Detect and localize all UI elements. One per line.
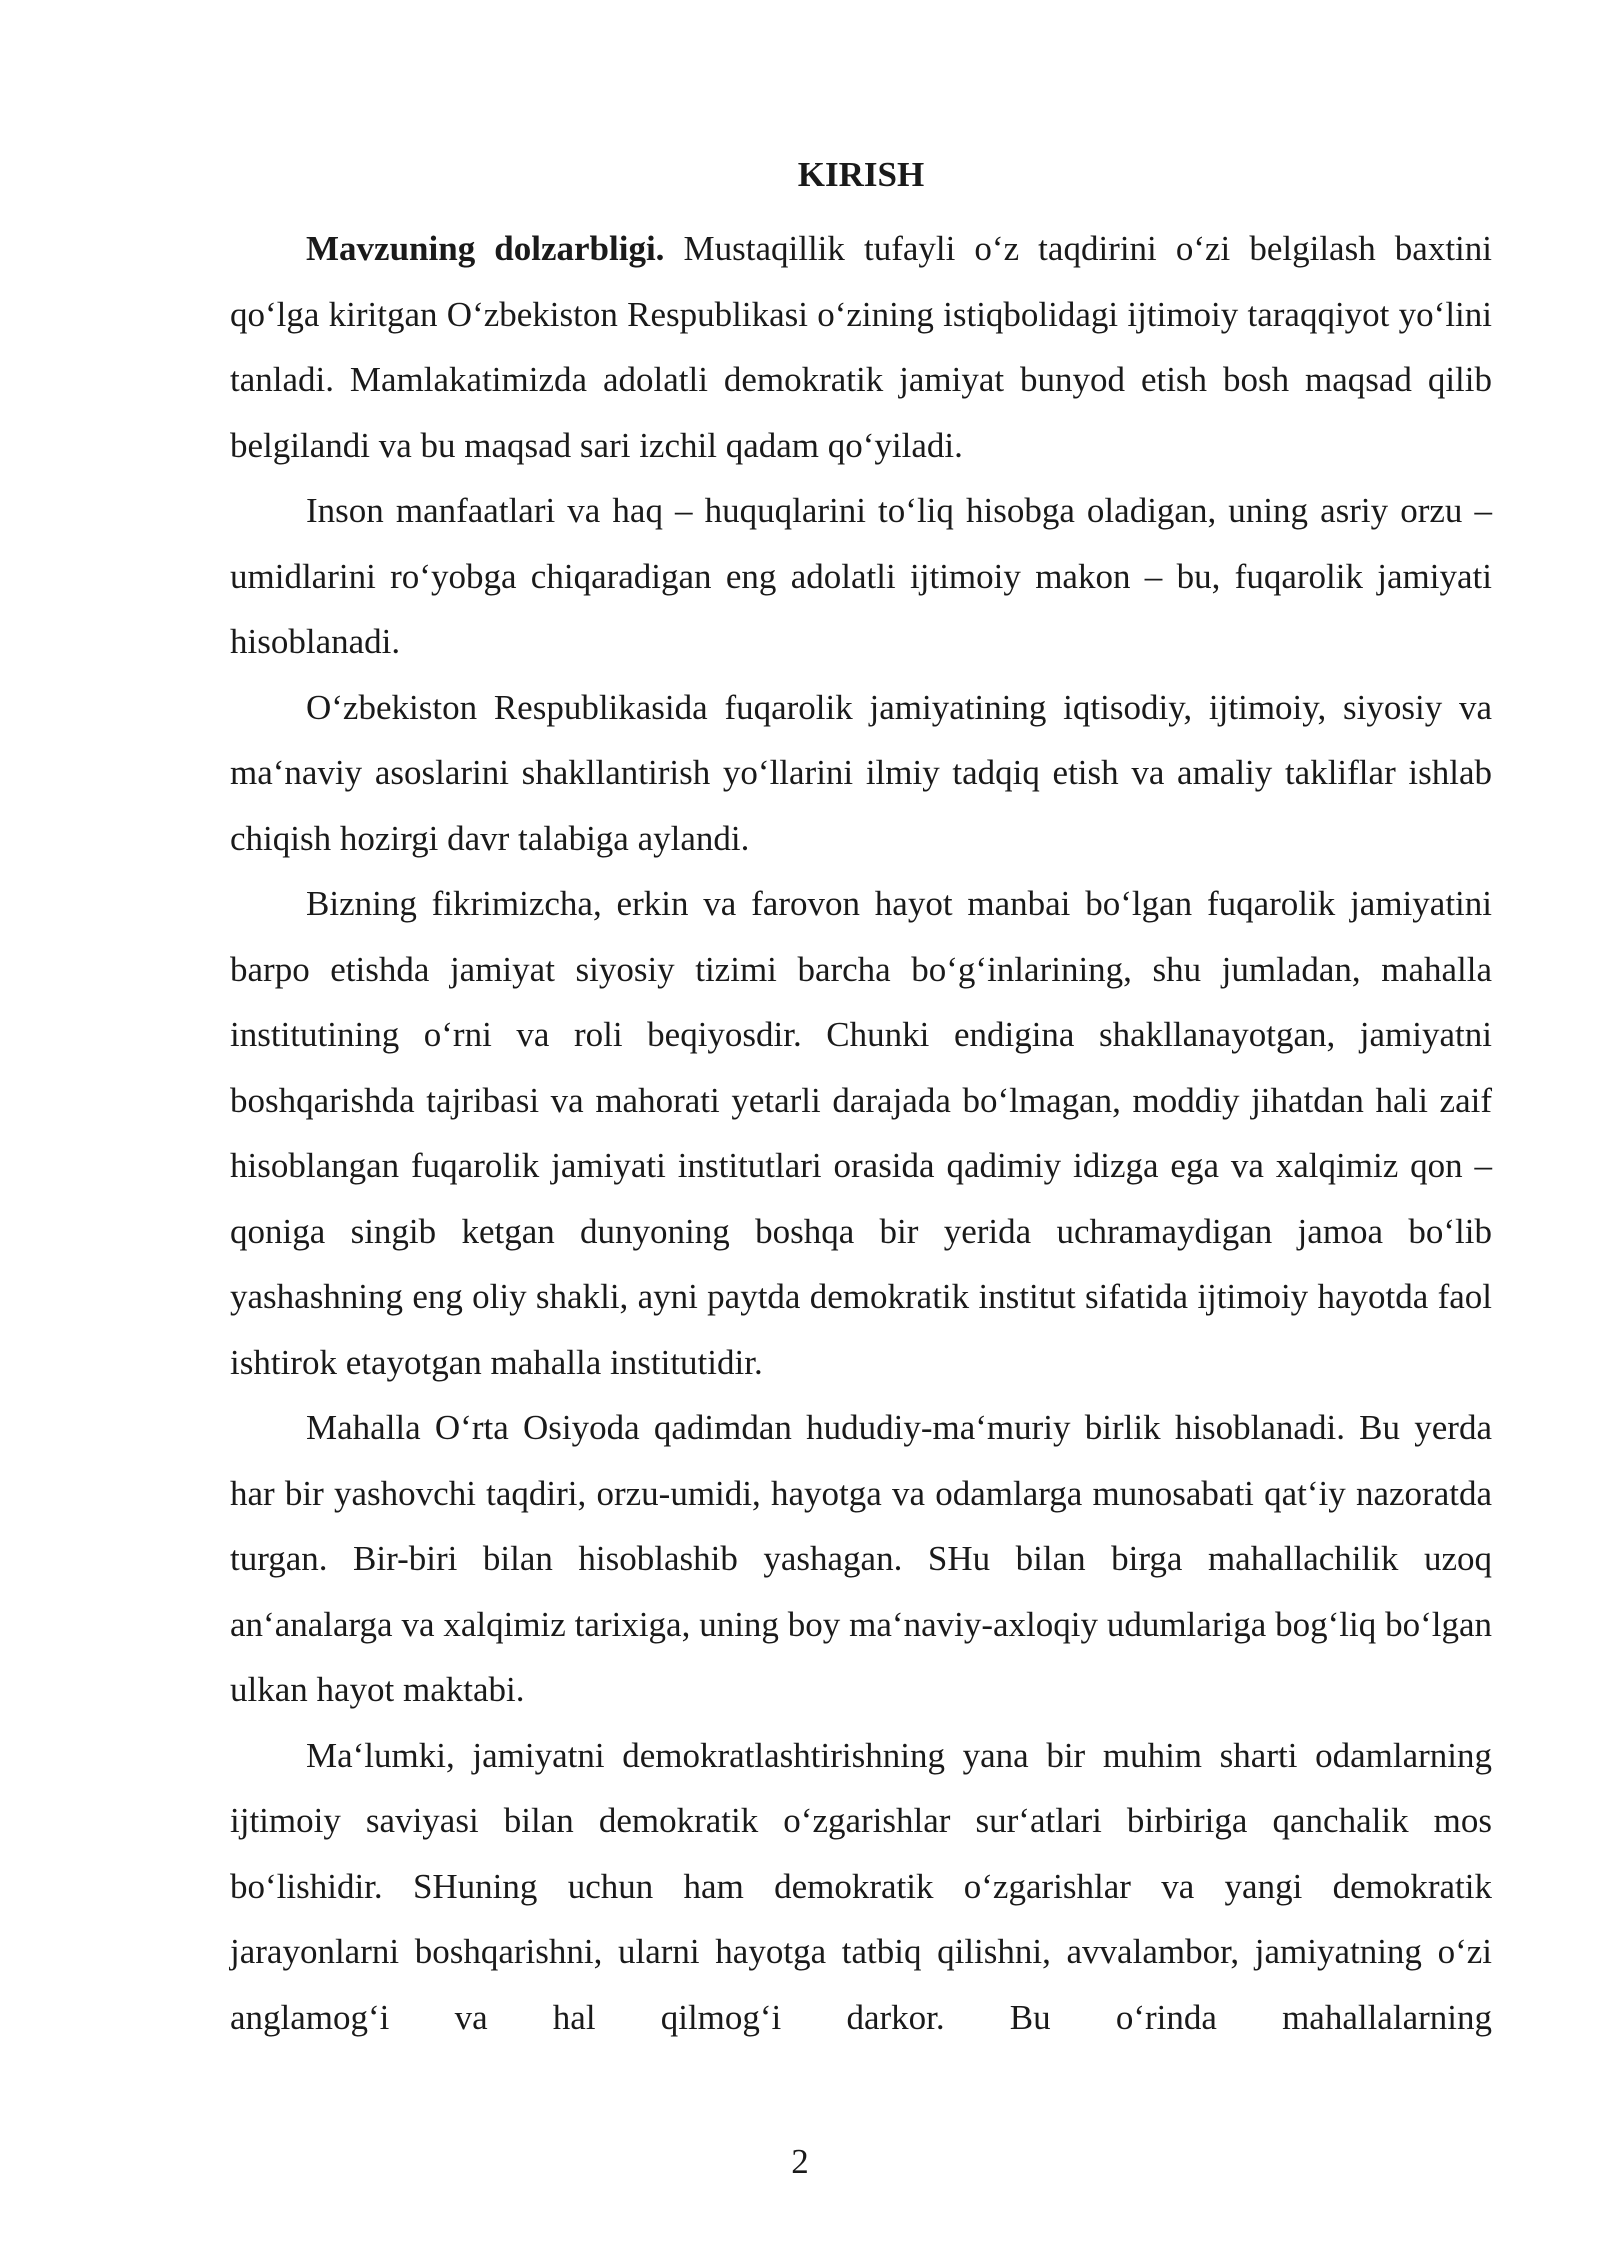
page-title: KIRISH <box>797 155 925 194</box>
paragraph: Mahalla O‘rta Osiyoda qadimdan hududiy-ma‘muriy birlik hisoblanadi. Bu yerda har bir yashovchi taqdiri, orzu-umidi, hayotga va odamlarga munosabati qat‘iy nazoratda turgan. Bir-biri bilan hisoblashib yashagan. SHu bilan birga mahallachilik uzoq an‘analarga va xalqimiz tarixiga, uning boy ma‘naviy-axloqiy udumlariga bog‘liq bo‘lgan ulkan hayot maktabi. <box>230 1408 1492 1709</box>
paragraph: Inson manfaatlari va haq – huquqlarini to‘liq hisobga oladigan, uning asriy orzu – umidlarini ro‘yobga chiqaradigan eng adolatli ijtimoiy makon – bu, fuqarolik jamiyati hisoblanadi. <box>230 491 1492 661</box>
paragraph: Ma‘lumki, jamiyatni demokratlashtirishning yana bir muhim sharti odamlarning ijtimoiy saviyasi bilan demokratik o‘zgarishlar sur‘atlari birbiriga qanchalik mos bo‘lishidir. SHuning uchun ham demokratik o‘zgarishlar va yangi demokratik jarayonlarni boshqarishni, ularni hayotga tatbiq qilishni, avvalambor, jamiyatning o‘zi anglamog‘i va hal qilmog‘i darkor. Bu o‘rinda mahallalarning <box>230 1735 1492 2037</box>
paragraph-lead: Mavzuning dolzarbligi. <box>306 229 665 268</box>
document-page <box>230 150 1492 2050</box>
paragraph: O‘zbekiston Respublikasida fuqarolik jamiyatining iqtisodiy, ijtimoiy, siyosiy va ma‘naviy asoslarini shakllantirish yo‘llarini ilmiy tadqiq etish va amaliy takliflar ishlab chiqish hozirgi davr talabiga aylandi. <box>230 687 1492 858</box>
paragraph-relevance <box>230 216 1492 478</box>
paragraph-text: Mustaqillik tufayli o‘z taqdirini o‘zi belgilash baxtini qo‘lga kiritgan O‘zbekiston Respublikasi o‘zining istiqbolidagi ijtimoiy taraqqiyot yo‘lini tanladi. Mamlakatimizda adolatli demokratik jamiyat bunyod etish bosh maqsad qilib belgilandi va bu maqsad sari izchil qadam qo‘yiladi. <box>230 229 1492 465</box>
page-number: 2 <box>791 2142 809 2181</box>
paragraph: Bizning fikrimizcha, erkin va farovon hayot manbai bo‘lgan fuqarolik jamiyatini barpo etishda jamiyat siyosiy tizimi barcha bo‘g‘inlarining, shu jumladan, mahalla institutining o‘rni va roli beqiyosdir. Chunki endigina shakllanayotgan, jamiyatni boshqarishda tajribasi va mahorati yetarli darajada bo‘lmagan, moddiy jihatdan hali zaif hisoblangan fuqarolik jamiyati institutlari orasida qadimiy idizga ega va xalqimiz qon – qoniga singib ketgan dunyoning boshqa bir yerida uchramaydigan jamoa bo‘lib yashashning eng oliy shakli, ayni paytda demokratik institut sifatida ijtimoiy hayotda faol ishtirok etayotgan mahalla institutidir. <box>230 884 1492 1382</box>
